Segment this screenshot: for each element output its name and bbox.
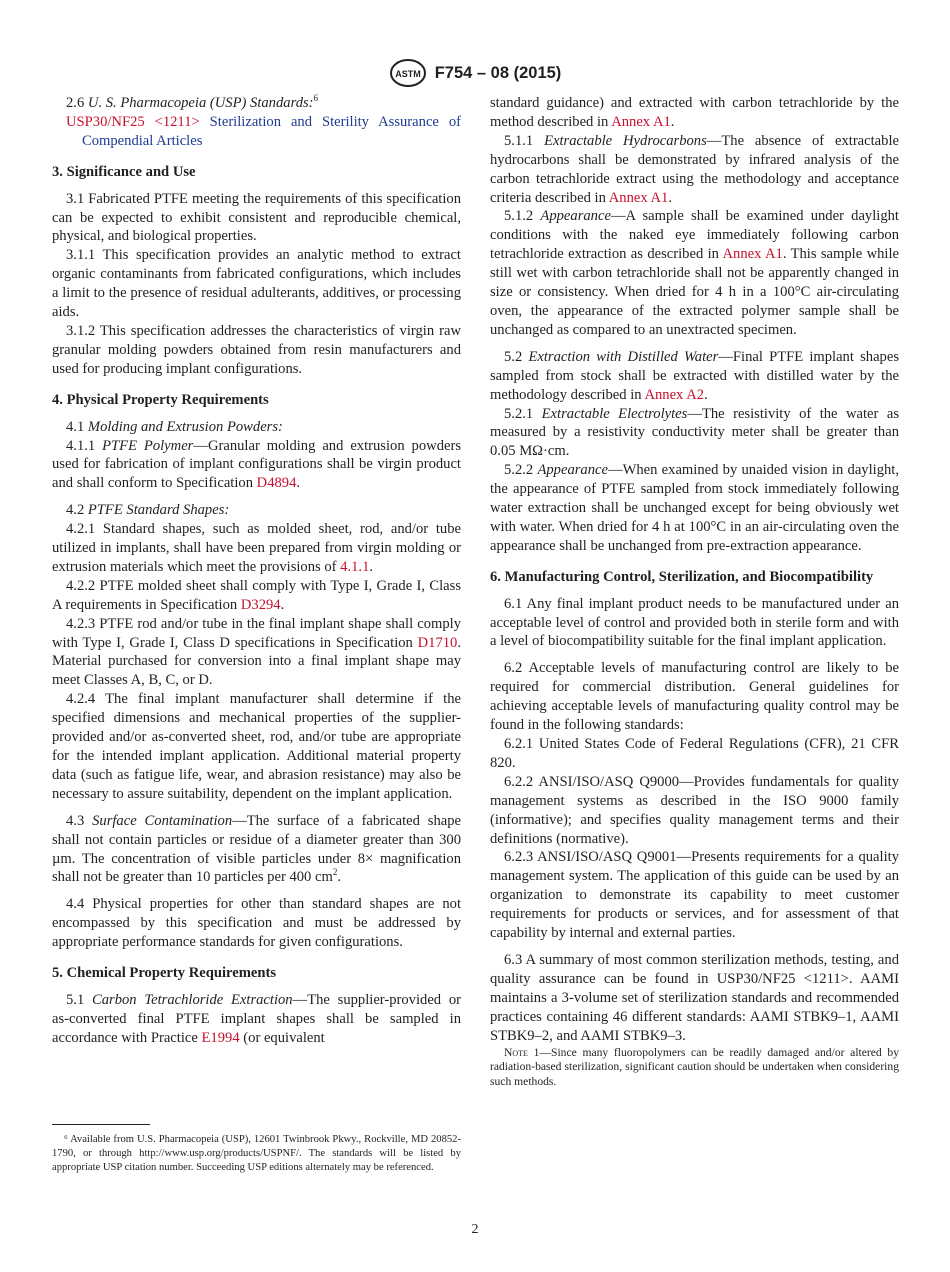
section-5-heading: 5. Chemical Property Requirements bbox=[52, 965, 277, 982]
paragraph-5-2-2: 5.2.2 Appearance—When examined by unaided vision in daylight, the appearance of PTFE sampled from stock immediately following water extraction shall be unchanged except for being obviously wet with water. When dried for 4 h at 100°C in an air-circulating oven the appearance shall be unchanged from pre-extraction appearance. bbox=[490, 462, 899, 554]
svg-text:ASTM: ASTM bbox=[394, 69, 421, 79]
paragraph-5-1-continued: standard guidance) and extracted with carbon tetrachloride by the method described in Annex A1. bbox=[490, 95, 899, 130]
paragraph-4-1: 4.1 Molding and Extrusion Powders: bbox=[66, 418, 283, 435]
paragraph-6-2-3: 6.2.3 ANSI/ISO/ASQ Q9001—Presents requirements for a quality management system. The application of this guide can be used by an organization to demonstrate its capability to meet customer requirements for products or services, and for assessment of that capability by internal and external parties. bbox=[490, 849, 899, 942]
paragraph-6-2-2: 6.2.2 ANSI/ISO/ASQ Q9000—Provides fundamentals for quality management systems as described in the ISO 9000 family (informative); and specifies quality management terms and their definitions (normative). bbox=[490, 773, 899, 847]
paragraph-4-3: 4.3 Surface Contamination—The surface of a fabricated shape shall not contain particles or residue of a diameter greater than 300 µm. The concentration of visible particles under 8× magnification shall not be greater than 10 particles per 400 $cm^2$. bbox=[52, 812, 461, 886]
link-annex-a2[interactable]: Annex A2 bbox=[644, 386, 705, 403]
right-column bbox=[490, 94, 899, 1089]
link-4-1-1[interactable]: 4.1.1 bbox=[340, 558, 370, 575]
section-6-heading: 6. Manufacturing Control, Sterilization, and Biocompatibility bbox=[490, 568, 874, 585]
paragraph-6-2: 6.2 Acceptable levels of manufacturing control are likely to be required for commercial distribution. General guidelines for achieving acceptable levels of manufacturing quality control may be found in the following standards: bbox=[490, 660, 899, 734]
footnote-6: ⁶ Available from U.S. Pharmacopeia (USP), 12601 Twinbrook Pkwy., Rockville, MD 20852-1790, or through http://www.usp.org/products/USPNF/. The standards will be listed by appropriate USP citation number. Succeeding USP editions alternately may be referenced. bbox=[52, 1134, 461, 1174]
left-column bbox=[52, 94, 461, 1048]
link-annex-a1[interactable]: Annex A1 bbox=[611, 113, 671, 130]
paragraph-5-2: 5.2 Extraction with Distilled Water—Final PTFE implant shapes sampled from stock shall be extracted with distilled water by the methodology described in Annex A2. bbox=[490, 348, 899, 403]
page-header bbox=[0, 58, 950, 88]
paragraph-4-1-1: 4.1.1 PTFE Polymer—Granular molding and extrusion powders used for fabrication of implant configurations shall be virgin product and shall conform to Specification D4894. bbox=[52, 437, 462, 492]
section-3-heading: 3. Significance and Use bbox=[52, 163, 196, 180]
paragraph-3-1-2: 3.1.2 This specification addresses the characteristics of virgin raw granular molding powders obtained from resin manufacturers and used for producing implant configurations. bbox=[52, 322, 461, 377]
paragraph-5-1-1: 5.1.1 Extractable Hydrocarbons—The absence of extractable hydrocarbons shall be demonstrated by infrared analysis of the carbon tetrachloride extract using the methodology and acceptance criteria described in Annex A1. bbox=[490, 132, 899, 206]
link-d3294[interactable]: D3294 bbox=[240, 596, 281, 613]
paragraph-4-2-3: 4.2.3 PTFE rod and/or tube in the final implant shape shall comply with Type I, Grade I, Class D specifications in Specification D1710. Material purchased for conversion into a final implant shape may meet Classes A, B, C, or D. bbox=[52, 615, 461, 689]
paragraph-3-1-1: 3.1.1 This specification provides an analytic method to extract organic contaminants from fabricated configurations, which includes a limit to the presence of residual adulterants, additives, or processing aids. bbox=[52, 247, 461, 321]
link-annex-a1[interactable]: Annex A1 bbox=[722, 246, 783, 263]
paragraph-4-2: 4.2 PTFE Standard Shapes: bbox=[66, 502, 230, 519]
paragraph-3-1: 3.1 Fabricated PTFE meeting the requirements of this specification can be expected to exhibit consistent and reproducible chemical, physical, and biological properties. bbox=[52, 190, 461, 245]
paragraph-4-4: 4.4 Physical properties for other than standard shapes are not encompassed by this specification and must be addressed by appropriate performance standards for given configurations. bbox=[52, 896, 461, 951]
link-annex-a1[interactable]: Annex A1 bbox=[608, 189, 669, 206]
paragraph-4-2-4: 4.2.4 The final implant manufacturer shall determine if the specified dimensions and mechanical properties of the supplier-provided and/or as-converted sheet, rod, and/or tube are appropriate for the intended implant application. Additional material property data (such as fatigue life, wear, and abrasion resistance) may also be necessary to assure suitability, dependent on the implant application. bbox=[52, 691, 461, 802]
usp-reference[interactable]: USP30/NF25 <1211> Sterilization and Sterility Assurance of Compendial Articles bbox=[66, 113, 461, 149]
link-d4894[interactable]: D4894 bbox=[256, 475, 297, 492]
section-2-6: 2.6 U. S. Pharmacopeia (USP) Standards:$^6$ bbox=[66, 93, 319, 111]
section-4-heading: 4. Physical Property Requirements bbox=[52, 391, 269, 408]
paragraph-4-2-2: 4.2.2 PTFE molded sheet shall comply with Type I, Grade I, Class A requirements in Specification D3294. bbox=[52, 577, 461, 613]
link-e1994[interactable]: E1994 bbox=[201, 1029, 240, 1046]
astm-logo-icon bbox=[389, 58, 427, 88]
note-1: Note 1—Since many fluoropolymers can be readily damaged and/or altered by radiation-based sterilization, significant caution should be undertaken when considering such methods. bbox=[490, 1045, 899, 1088]
footnote-divider bbox=[52, 1124, 150, 1125]
page-number: 2 bbox=[471, 1222, 479, 1237]
paragraph-5-1: 5.1 Carbon Tetrachloride Extraction—The supplier-provided or as-converted final PTFE implant shapes shall be sampled in accordance with Practice E1994 (or equivalent bbox=[52, 991, 461, 1046]
paragraph-6-2-1: 6.2.1 United States Code of Federal Regulations (CFR), 21 CFR 820. bbox=[490, 736, 899, 771]
paragraph-5-2-1: 5.2.1 Extractable Electrolytes—The resistivity of the water as measured by a resistivity conductivity meter shall be greater than 0.05 MΩ·cm. bbox=[490, 405, 899, 460]
paragraph-6-1: 6.1 Any final implant product needs to be manufactured under an acceptable level of control and provided both in sterile form and with a level of biocompatibility suitable for the final implant application. bbox=[490, 595, 899, 650]
paragraph-5-1-2: 5.1.2 Appearance—A sample shall be examined under daylight conditions with the naked eye immediately following carbon tetrachloride extraction as described in Annex A1. This sample while still wet with carbon tetrachloride shall not be apparently changed in size or consistency. When dried for 4 h in a 100°C air-circulating oven, the appearance of the extracted polymer sample shall be unchanged as compared to an unextracted specimen. bbox=[490, 208, 899, 338]
standard-designation: F754 – 08 (2015) bbox=[434, 63, 562, 82]
link-d1710[interactable]: D1710 bbox=[417, 634, 458, 651]
paragraph-6-3: 6.3 A summary of most common sterilization methods, testing, and quality assurance can be found in USP30/NF25 <1211>. AAMI maintains a 3-volume set of sterilization standards and recommended practices containing 46 different standards: AAMI STBK9–1, AAMI STBK9–2, and AAMI STBK9–3. bbox=[490, 951, 899, 1044]
paragraph-4-2-1: 4.2.1 Standard shapes, such as molded sheet, rod, and/or tube utilized in implants, shall have been prepared from virgin molding or extrusion materials which meet the provisions of 4.1.1. bbox=[52, 521, 461, 575]
